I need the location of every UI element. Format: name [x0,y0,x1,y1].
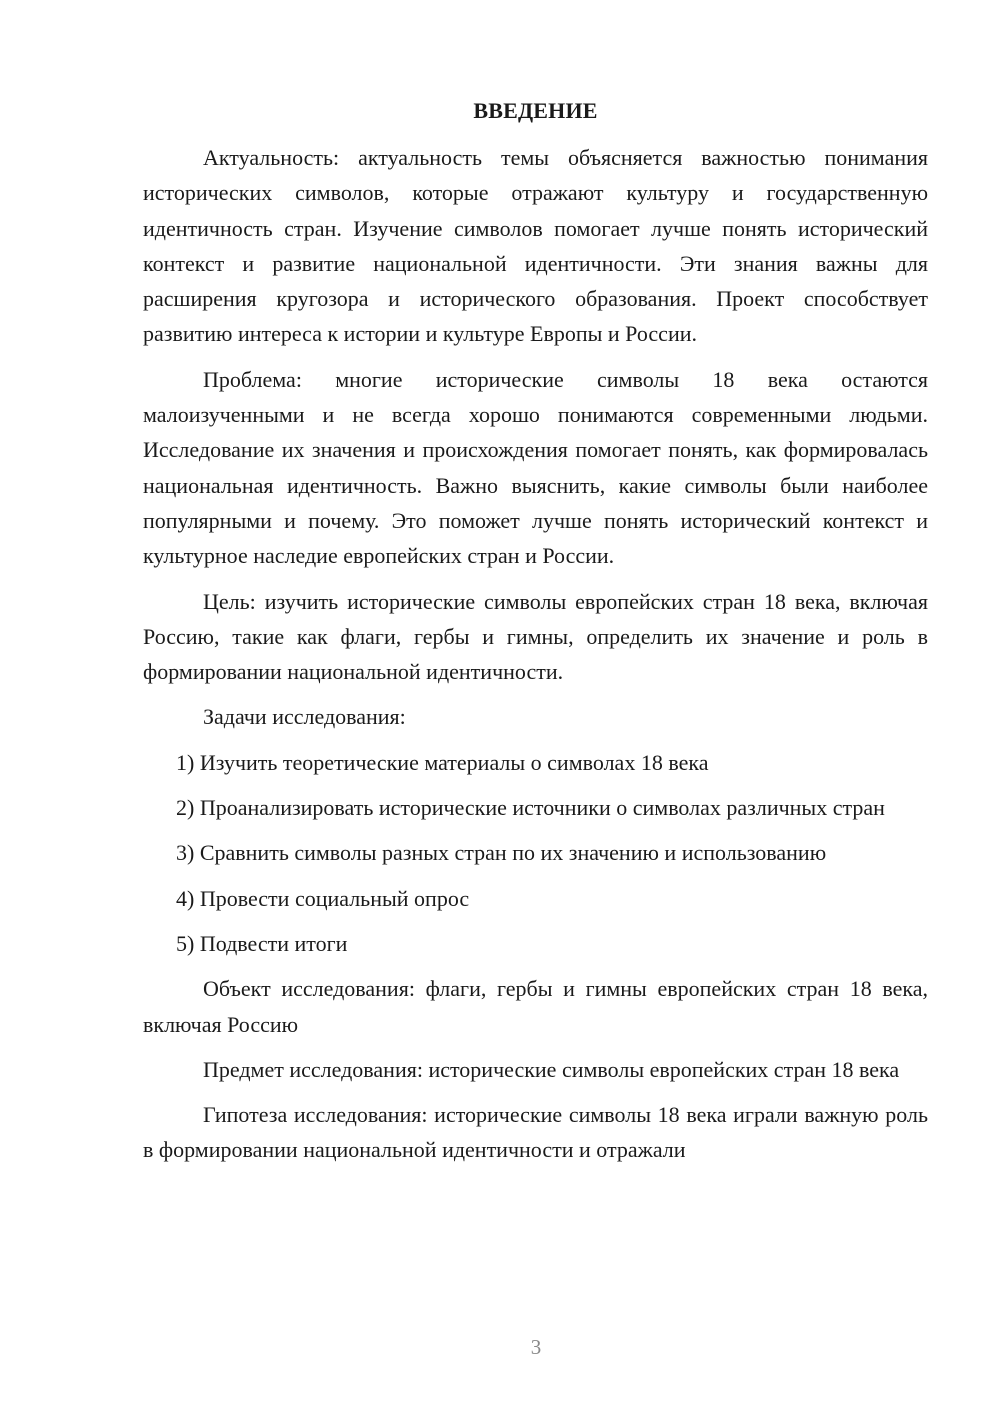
tasks-heading: Задачи исследования: [203,704,406,730]
page-content [143,96,928,1178]
paragraph-research-subject: Предмет исследования: исторические символы европейских стран 18 века [203,1056,900,1082]
section-title: ВВЕДЕНИЕ [473,98,598,123]
task-item-1: 1) Изучить теоретические материалы о символах 18 века [176,749,709,775]
paragraph-relevance: Актуальность: актуальность темы объясняется важностью понимания исторических символов, которые отражают культуру и государственную идентичность стран. Изучение символов помогает лучше понять исторический контекст и развитие национальной идентичности. Эти знания важны для расширения кругозора и исторического образования. Проект способствует развитию интереса к истории и культуре Европы и России. [143,145,928,347]
task-item-4: 4) Провести социальный опрос [176,885,470,911]
task-item-5: 5) Подвести итоги [176,930,348,956]
paragraph-problem: Проблема: многие исторические символы 18 века остаются малоизученными и не всегда хорошо понимаются современными людьми. Исследование их значения и происхождения помогает понять, как формировалась национальная идентичность. Важно выяснить, какие символы были наиболее популярными и почему. Это поможет лучше понять исторический контекст и культурное наследие европейских стран и России. [143,366,928,569]
page-number: 3 [530,1335,542,1359]
paragraph-research-object: Объект исследования: флаги, гербы и гимны европейских стран 18 века, включая Россию [143,976,928,1037]
paragraph-hypothesis: Гипотеза исследования: исторические символы 18 века играли важную роль в формировании национальной идентичности и отражали [143,1102,928,1163]
paragraph-goal: Цель: изучить исторические символы европейских стран 18 века, включая Россию, такие как флаги, гербы и гимны, определить их значение и роль в формировании национальной идентичности. [143,588,928,685]
task-item-3: 3) Сравнить символы разных стран по их значению и использованию [176,840,827,866]
task-item-2: 2) Проанализировать исторические источники о символах различных стран [176,795,885,821]
